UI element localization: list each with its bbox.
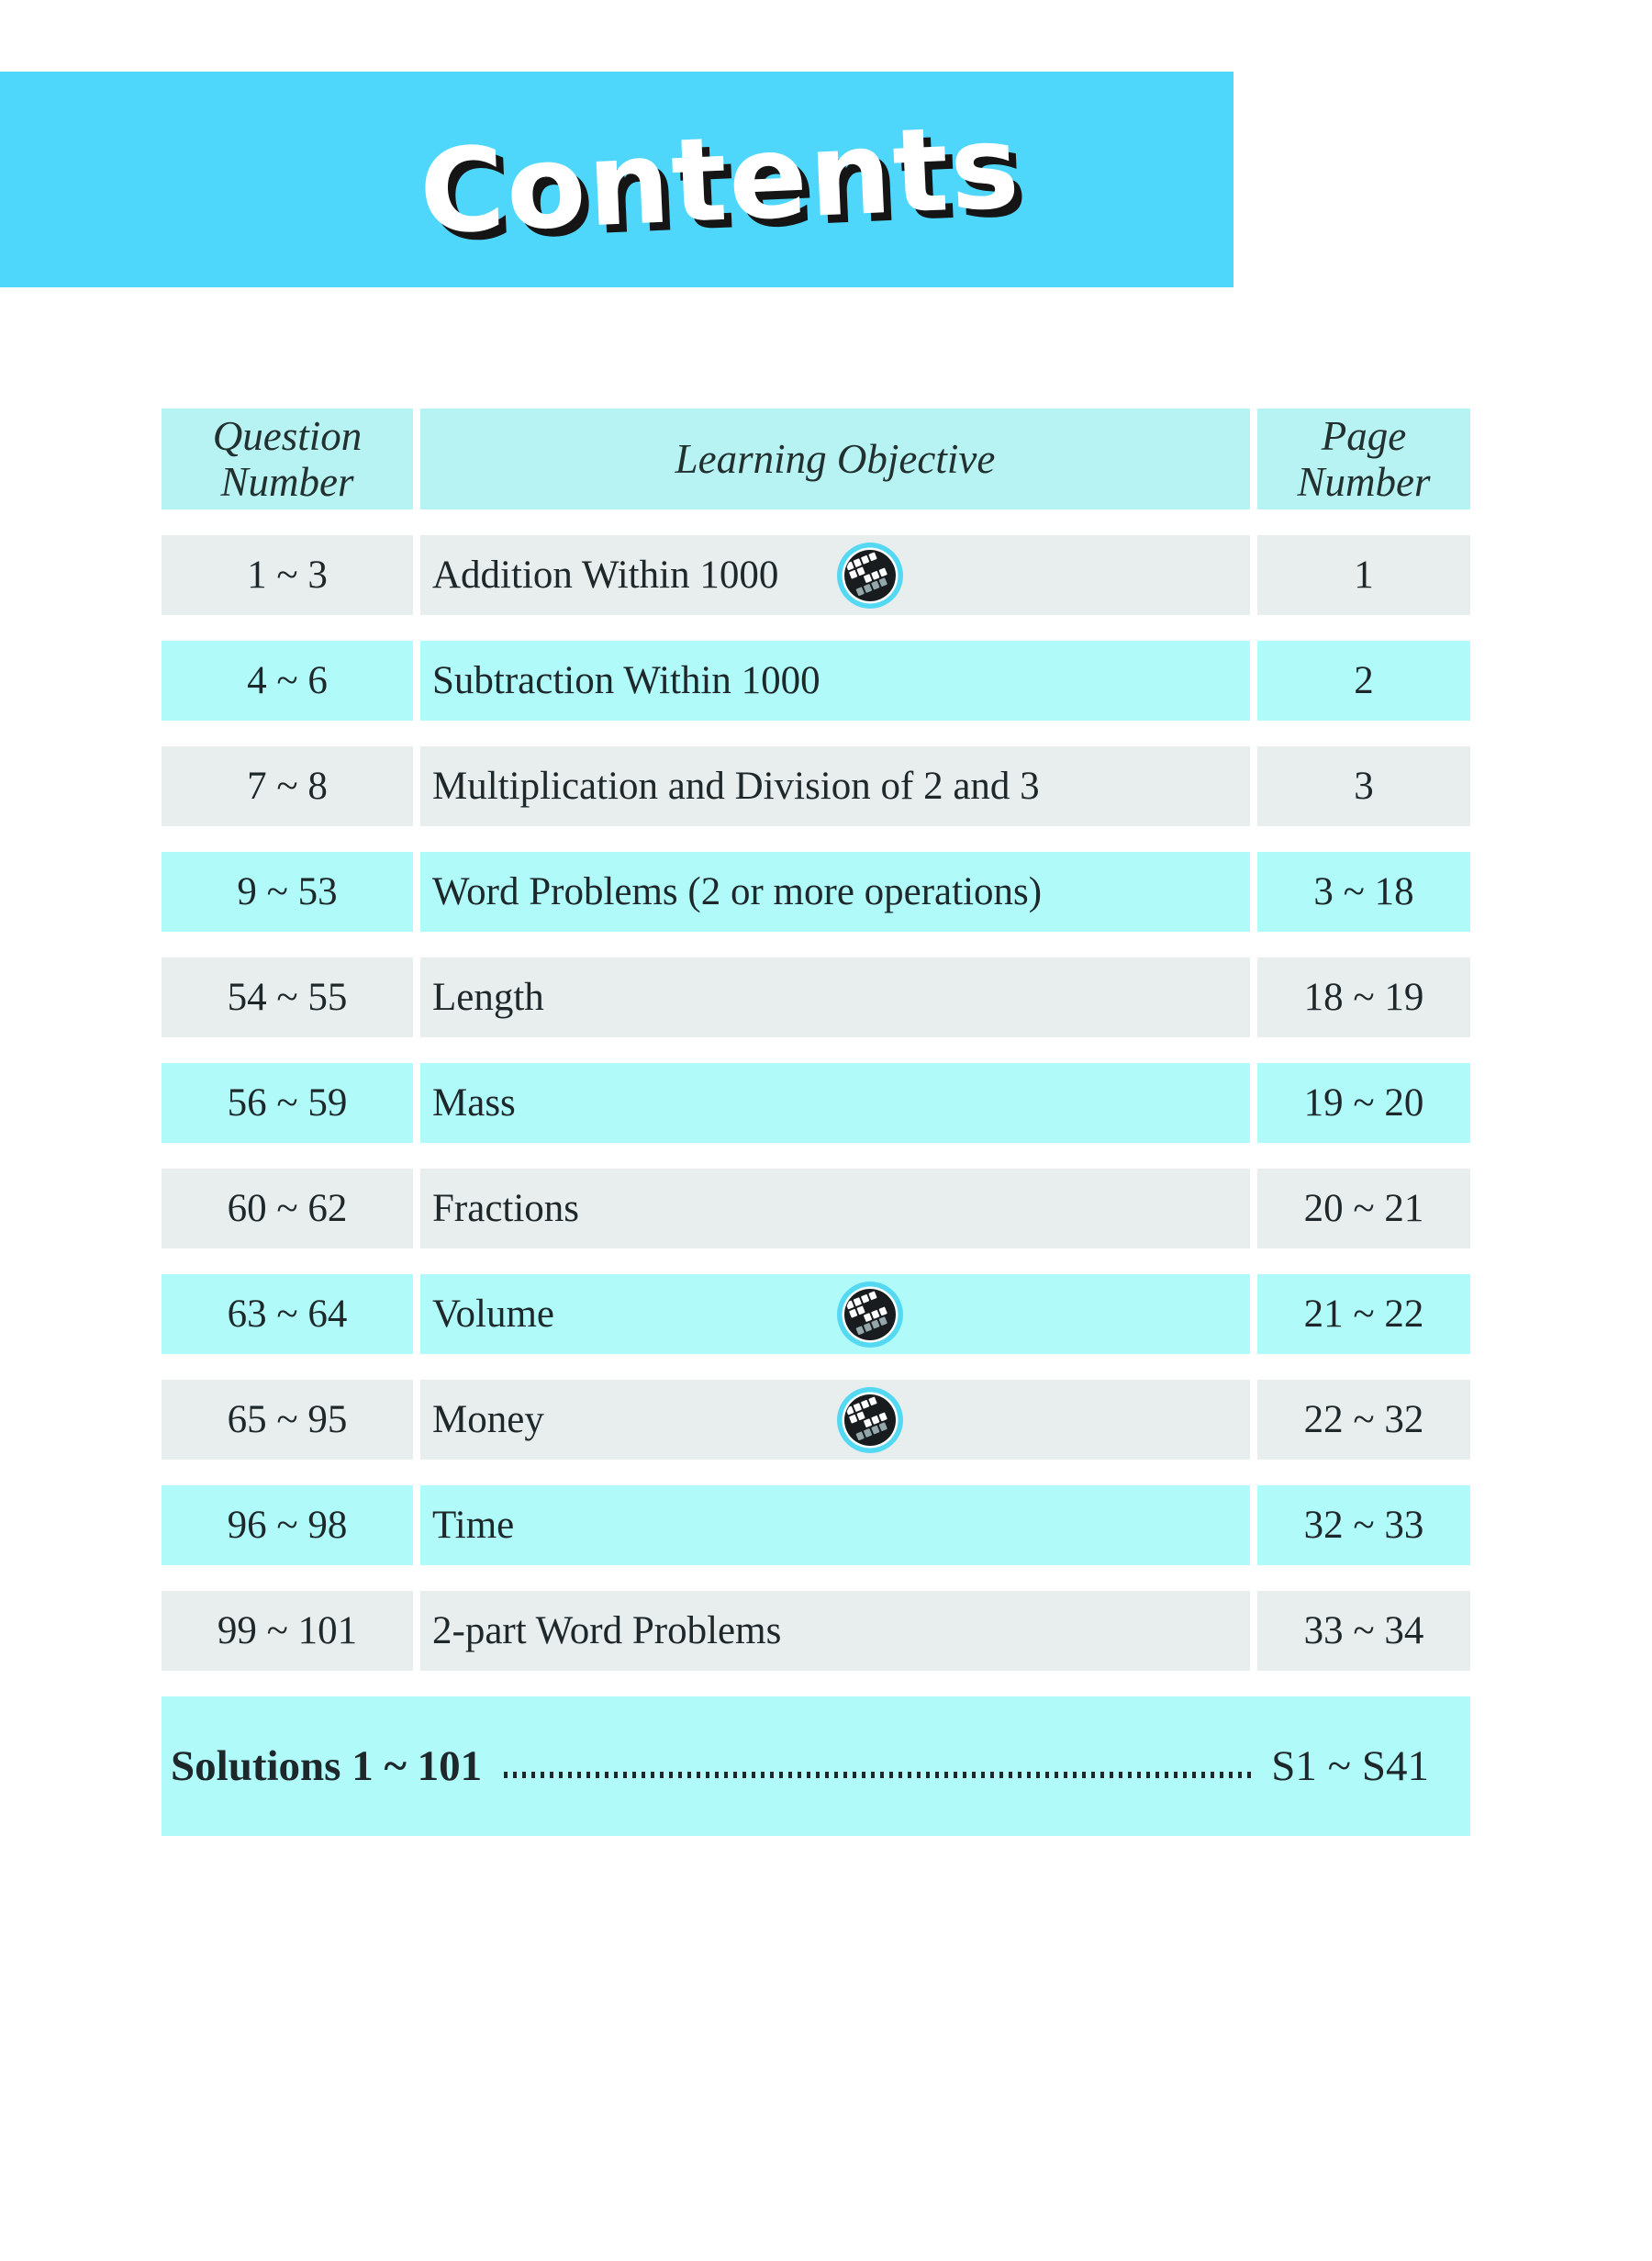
question-number-cell: 54 ~ 55 [162, 957, 413, 1037]
column-header-learning-objective [420, 409, 1250, 509]
question-number-cell: 60 ~ 62 [162, 1169, 413, 1248]
objective-cell [420, 852, 1250, 932]
objective-label: Addition Within 1000 [432, 554, 779, 597]
table-row [162, 641, 1470, 721]
objective-label: Time [432, 1504, 515, 1547]
table-body [162, 535, 1470, 1671]
table-row [162, 1169, 1470, 1248]
header-page-line2: Number [1297, 459, 1431, 505]
objective-cell [420, 1063, 1250, 1143]
objective-label: Multiplication and Division of 2 and 3 [432, 765, 1040, 808]
solutions-label: Solutions 1 ~ 101 [171, 1742, 483, 1790]
video-badge-icon [836, 1386, 904, 1454]
page-number-cell: 33 ~ 34 [1257, 1591, 1470, 1671]
header-page-line1: Page [1321, 412, 1407, 459]
table-row [162, 1274, 1470, 1354]
page-number-cell: 19 ~ 20 [1257, 1063, 1470, 1143]
page-number-cell: 2 [1257, 641, 1470, 721]
solutions-page-range: S1 ~ S41 [1271, 1742, 1429, 1790]
question-number-cell: 56 ~ 59 [162, 1063, 413, 1143]
contents-table [162, 409, 1470, 1836]
video-badge-icon [836, 1281, 904, 1349]
dotted-leader [504, 1772, 1256, 1778]
objective-label: Fractions [432, 1187, 580, 1230]
page-number-cell: 3 [1257, 746, 1470, 826]
objective-label: Money [432, 1398, 544, 1441]
objective-label: Volume [432, 1293, 554, 1336]
question-number-cell: 99 ~ 101 [162, 1591, 413, 1671]
objective-label: 2-part Word Problems [432, 1609, 782, 1652]
page-number-cell: 32 ~ 33 [1257, 1485, 1470, 1565]
objective-cell [420, 1274, 1250, 1354]
objective-cell [420, 1380, 1250, 1460]
question-number-cell: 65 ~ 95 [162, 1380, 413, 1460]
objective-cell [420, 535, 1250, 615]
table-row [162, 1591, 1470, 1671]
table-row [162, 852, 1470, 932]
objective-label: Word Problems (2 or more operations) [432, 870, 1043, 913]
column-header-question-number [162, 409, 413, 509]
objective-cell [420, 641, 1250, 721]
objective-cell [420, 1591, 1250, 1671]
solutions-row [162, 1696, 1470, 1836]
page-number-cell: 1 [1257, 535, 1470, 615]
contents-banner [0, 72, 1233, 287]
page-number-cell: 18 ~ 19 [1257, 957, 1470, 1037]
objective-cell [420, 957, 1250, 1037]
page-number-cell: 22 ~ 32 [1257, 1380, 1470, 1460]
objective-label: Subtraction Within 1000 [432, 659, 820, 702]
question-number-cell: 4 ~ 6 [162, 641, 413, 721]
column-header-page-number [1257, 409, 1470, 509]
table-row [162, 1063, 1470, 1143]
video-badge-icon [836, 542, 904, 610]
header-question-line2: Number [220, 459, 354, 505]
table-row [162, 746, 1470, 826]
question-number-cell: 1 ~ 3 [162, 535, 413, 615]
objective-cell [420, 1169, 1250, 1248]
table-row [162, 1485, 1470, 1565]
table-row [162, 957, 1470, 1037]
header-question-line1: Question [212, 412, 363, 459]
objective-cell [420, 746, 1250, 826]
question-number-cell: 96 ~ 98 [162, 1485, 413, 1565]
objective-label: Mass [432, 1081, 516, 1125]
header-objective-label: Learning Objective [675, 435, 996, 482]
question-number-cell: 9 ~ 53 [162, 852, 413, 932]
page-number-cell: 3 ~ 18 [1257, 852, 1470, 932]
question-number-cell: 63 ~ 64 [162, 1274, 413, 1354]
question-number-cell: 7 ~ 8 [162, 746, 413, 826]
page-number-cell: 20 ~ 21 [1257, 1169, 1470, 1248]
table-header-row [162, 409, 1470, 509]
page-title: Contents [416, 98, 1024, 261]
table-row [162, 535, 1470, 615]
table-row [162, 1380, 1470, 1460]
page-number-cell: 21 ~ 22 [1257, 1274, 1470, 1354]
objective-cell [420, 1485, 1250, 1565]
objective-label: Length [432, 976, 544, 1019]
